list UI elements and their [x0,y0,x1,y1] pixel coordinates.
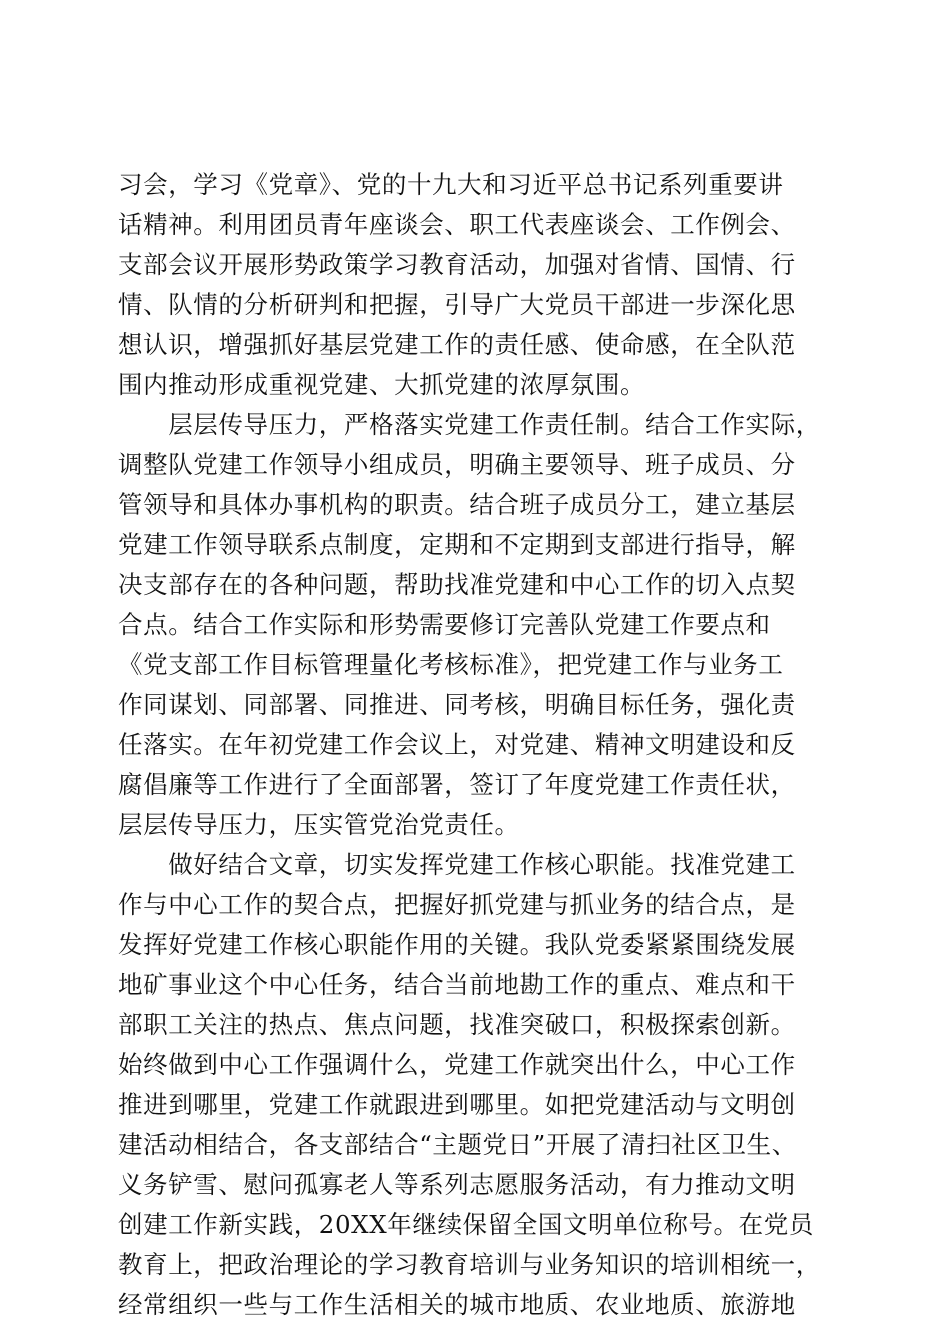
text-line: 调整队党建工作领导小组成员，明确主要领导、班子成员、分 [118,450,796,479]
text-line: 层层传导压力，严格落实党建工作责任制。结合工作实际， [118,410,821,439]
text-line: 发挥好党建工作核心职能作用的关键。我队党委紧紧围绕发展 [118,930,796,959]
text-line: 义务铲雪、慰问孤寡老人等系列志愿服务活动，有力推动文明 [118,1170,796,1199]
text-line: 做好结合文章，切实发挥党建工作核心职能。找准党建工 [118,850,796,879]
text-line: 想认识，增强抓好基层党建工作的责任感、使命感，在全队范 [118,330,796,359]
text-line: 层层传导压力，压实管党治党责任。 [118,810,520,839]
text-line: 《党支部工作目标管理量化考核标准》，把党建工作与业务工 [118,650,784,679]
text-line: 作同谋划、同部署、同推进、同考核，明确目标任务，强化责 [118,690,796,719]
text-line: 围内推动形成重视党建、大抓党建的浓厚氛围。 [118,370,646,399]
text-line: 推进到哪里，党建工作就跟进到哪里。如把党建活动与文明创 [118,1090,796,1119]
text-line: 支部会议开展形势政策学习教育活动，加强对省情、国情、行 [118,250,796,279]
text-line: 作与中心工作的契合点，把握好抓党建与抓业务的结合点，是 [118,890,796,919]
text-line: 腐倡廉等工作进行了全面部署，签订了年度党建工作责任状， [118,770,796,799]
text-line: 党建工作领导联系点制度，定期和不定期到支部进行指导，解 [118,530,796,559]
text-line: 创建工作新实践，20XX年继续保留全国文明单位称号。在党员 [118,1210,814,1239]
text-line: 建活动相结合，各支部结合“主题党日”开展了清扫社区卫生、 [118,1130,797,1159]
text-line: 部职工关注的热点、焦点问题，找准突破口，积极探索创新。 [118,1010,796,1039]
text-line: 习会，学习《党章》、党的十九大和习近平总书记系列重要讲 [118,170,784,199]
text-line: 决支部存在的各种问题，帮助找准党建和中心工作的切入点契 [118,570,796,599]
text-line: 始终做到中心工作强调什么，党建工作就突出什么，中心工作 [118,1050,796,1079]
text-line: 合点。结合工作实际和形势需要修订完善队党建工作要点和 [118,610,771,639]
text-line: 管领导和具体办事机构的职责。结合班子成员分工，建立基层 [118,490,796,519]
text-line: 话精神。利用团员青年座谈会、职工代表座谈会、工作例会、 [118,210,796,239]
text-line: 任落实。在年初党建工作会议上，对党建、精神文明建设和反 [118,730,796,759]
text-line: 地矿事业这个中心任务，结合当前地勘工作的重点、难点和干 [118,970,796,999]
text-line: 情、队情的分析研判和把握，引导广大党员干部进一步深化思 [118,290,796,319]
text-line: 教育上，把政治理论的学习教育培训与业务知识的培训相统一， [118,1250,821,1279]
text-line: 经常组织一些与工作生活相关的城市地质、农业地质、旅游地 [118,1290,796,1319]
